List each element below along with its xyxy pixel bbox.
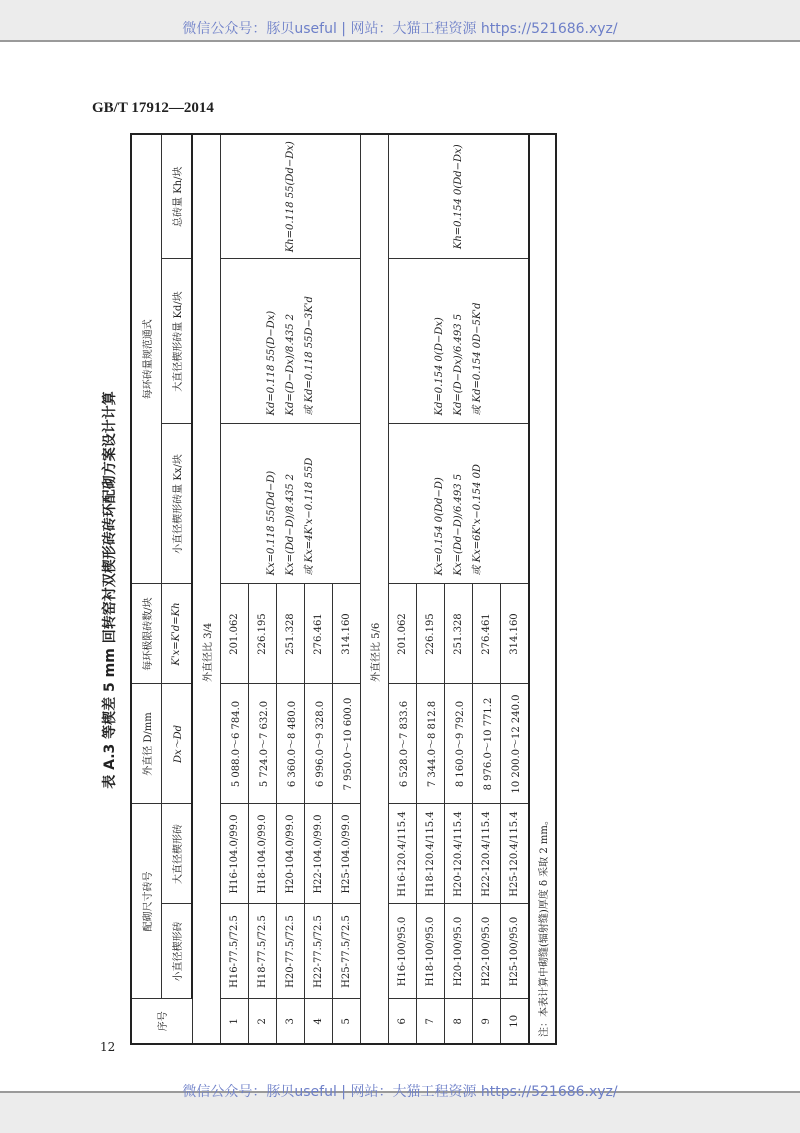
seq-cell: 6 <box>389 999 417 1044</box>
limit-count-cell: 251.328 <box>445 584 473 684</box>
kd-formula-line: Kd=(D−Dx)/8.435 2 <box>285 313 296 416</box>
kx-formula-line: 或 Kx=6K'x−0.154 0D <box>472 464 483 576</box>
small-brick-cell: H20-100/95.0 <box>445 904 473 999</box>
large-brick-cell: H25-104.0/99.0 <box>333 804 361 904</box>
table-row <box>389 134 417 1044</box>
seq-cell: 10 <box>501 999 530 1044</box>
kx-formula-cell <box>221 424 361 584</box>
header-limit-formula: K'x=K'd=Kh <box>162 584 193 684</box>
limit-count-cell: 226.195 <box>417 584 445 684</box>
header-large: 大直径楔形砖 <box>162 804 193 904</box>
header-brick-group: 配砌尺寸砖号 <box>131 804 162 999</box>
small-brick-cell: H18-77.5/72.5 <box>249 904 277 999</box>
large-brick-cell: H16-104.0/99.0 <box>221 804 249 904</box>
limit-count-cell: 226.195 <box>249 584 277 684</box>
small-brick-cell: H16-100/95.0 <box>389 904 417 999</box>
seq-cell: 5 <box>333 999 361 1044</box>
large-brick-cell: H22-120.4/115.4 <box>473 804 501 904</box>
large-brick-cell: H18-104.0/99.0 <box>249 804 277 904</box>
kx-formula-line: Kx=0.118 55(Dd−D) <box>266 470 277 576</box>
limit-count-cell: 251.328 <box>277 584 305 684</box>
outer-d-range-cell: 10 200.0～12 240.0 <box>501 684 530 804</box>
limit-count-cell: 276.461 <box>473 584 501 684</box>
small-brick-cell: H22-100/95.0 <box>473 904 501 999</box>
outer-d-range-cell: 7 344.0～8 812.8 <box>417 684 445 804</box>
kx-formula-line: 或 Kx=4K'x−0.118 55D <box>304 457 315 576</box>
section-spacer <box>361 684 389 1044</box>
small-brick-cell: H20-77.5/72.5 <box>277 904 305 999</box>
watermark-text: 微信公众号：豚贝useful | 网站：大猫工程资源 https://521686.xyz/ <box>182 21 618 37</box>
seq-cell: 3 <box>277 999 305 1044</box>
kd-formula-cell <box>389 259 530 424</box>
outer-d-range-cell: 6 996.0～9 328.0 <box>305 684 333 804</box>
kh-formula-cell: Kh=0.154 0(Dd−Dx) <box>389 134 530 259</box>
watermark-bottom <box>0 1084 800 1133</box>
section-label: 外直径比 3/4 <box>192 134 221 684</box>
small-brick-cell: H22-77.5/72.5 <box>305 904 333 999</box>
seq-cell: 8 <box>445 999 473 1044</box>
watermark-top <box>0 0 800 42</box>
outer-d-range-cell: 5 088.0～6 784.0 <box>221 684 249 804</box>
standard-number: GB/T 17912—2014 <box>92 100 214 116</box>
watermark-text: 微信公众号：豚贝useful | 网站：大猫工程资源 https://521686.xyz/ <box>182 1084 618 1100</box>
kx-formula-line: Kx=0.154 0(Dd−D) <box>434 477 445 576</box>
kx-formula-line: Kx=(Dd−D)/8.435 2 <box>285 473 296 576</box>
outer-d-range-cell: 8 976.0～10 771.2 <box>473 684 501 804</box>
table-note: 注：本表计算中砌缝(辐射缝)厚度 δ 采取 2 mm。 <box>529 134 556 1044</box>
kh-formula-cell: Kh=0.118 55(Dd−Dx) <box>221 134 361 259</box>
table-title: 表 A.3 等楔差 5 mm 回转窑衬双楔形砖砖环配砌方案设计计算 <box>102 391 118 789</box>
header-limit: 每环极限砖数/块 <box>131 584 162 684</box>
large-brick-cell: H22-104.0/99.0 <box>305 804 333 904</box>
limit-count-cell: 201.062 <box>221 584 249 684</box>
seq-cell: 4 <box>305 999 333 1044</box>
kd-formula-line: Kd=(D−Dx)/6.493 5 <box>453 313 464 416</box>
header-outer-d-range: Dx～Dd <box>162 684 193 804</box>
limit-count-cell: 276.461 <box>305 584 333 684</box>
header-seq: 序号 <box>131 999 192 1044</box>
kd-formula-line: 或 Kd=0.118 55D−3K'd <box>304 296 315 416</box>
large-brick-cell: H20-104.0/99.0 <box>277 804 305 904</box>
outer-d-range-cell: 6 360.0～8 480.0 <box>277 684 305 804</box>
section-row <box>361 134 389 1044</box>
kd-formula-cell <box>221 259 361 424</box>
large-brick-cell: H25-120.4/115.4 <box>501 804 530 904</box>
table-row <box>221 134 249 1044</box>
section-row <box>192 134 221 1044</box>
large-brick-cell: H20-120.4/115.4 <box>445 804 473 904</box>
limit-count-cell: 201.062 <box>389 584 417 684</box>
small-brick-cell: H25-77.5/72.5 <box>333 904 361 999</box>
outer-d-range-cell: 8 160.0～9 792.0 <box>445 684 473 804</box>
outer-d-range-cell: 7 950.0～10 600.0 <box>333 684 361 804</box>
section-spacer <box>192 684 221 1044</box>
kd-formula-line: Kd=0.118 55(D−Dx) <box>266 310 277 416</box>
header-kh: 总砖量 Kh/块 <box>162 134 193 259</box>
section-label: 外直径比 5/6 <box>361 134 389 684</box>
seq-cell: 1 <box>221 999 249 1044</box>
header-kx: 小直径楔形砖量 Kx/块 <box>162 424 193 584</box>
kd-formula-line: Kd=0.154 0(D−Dx) <box>434 317 445 416</box>
header-small: 小直径楔形砖 <box>162 904 193 999</box>
header-formula-group: 每环砖量规范通式 <box>131 134 162 584</box>
kx-formula-cell <box>389 424 530 584</box>
limit-count-cell: 314.160 <box>333 584 361 684</box>
header-kd: 大直径楔形砖量 Kd/块 <box>162 259 193 424</box>
small-brick-cell: H16-77.5/72.5 <box>221 904 249 999</box>
seq-cell: 2 <box>249 999 277 1044</box>
page-number: 12 <box>100 1040 116 1054</box>
small-brick-cell: H25-100/95.0 <box>501 904 530 999</box>
seq-cell: 9 <box>473 999 501 1044</box>
small-brick-cell: H18-100/95.0 <box>417 904 445 999</box>
outer-d-range-cell: 5 724.0～7 632.0 <box>249 684 277 804</box>
kd-formula-line: 或 Kd=0.154 0D−5K'd <box>472 302 483 416</box>
large-brick-cell: H16-120.4/115.4 <box>389 804 417 904</box>
rotated-table-block <box>90 135 570 1045</box>
header-outer-d: 外直径 D/mm <box>131 684 162 804</box>
large-brick-cell: H18-120.4/115.4 <box>417 804 445 904</box>
outer-d-range-cell: 6 528.0～7 833.6 <box>389 684 417 804</box>
seq-cell: 7 <box>417 999 445 1044</box>
limit-count-cell: 314.160 <box>501 584 530 684</box>
kx-formula-line: Kx=(Dd−D)/6.493 5 <box>453 473 464 576</box>
design-table <box>130 133 557 1045</box>
